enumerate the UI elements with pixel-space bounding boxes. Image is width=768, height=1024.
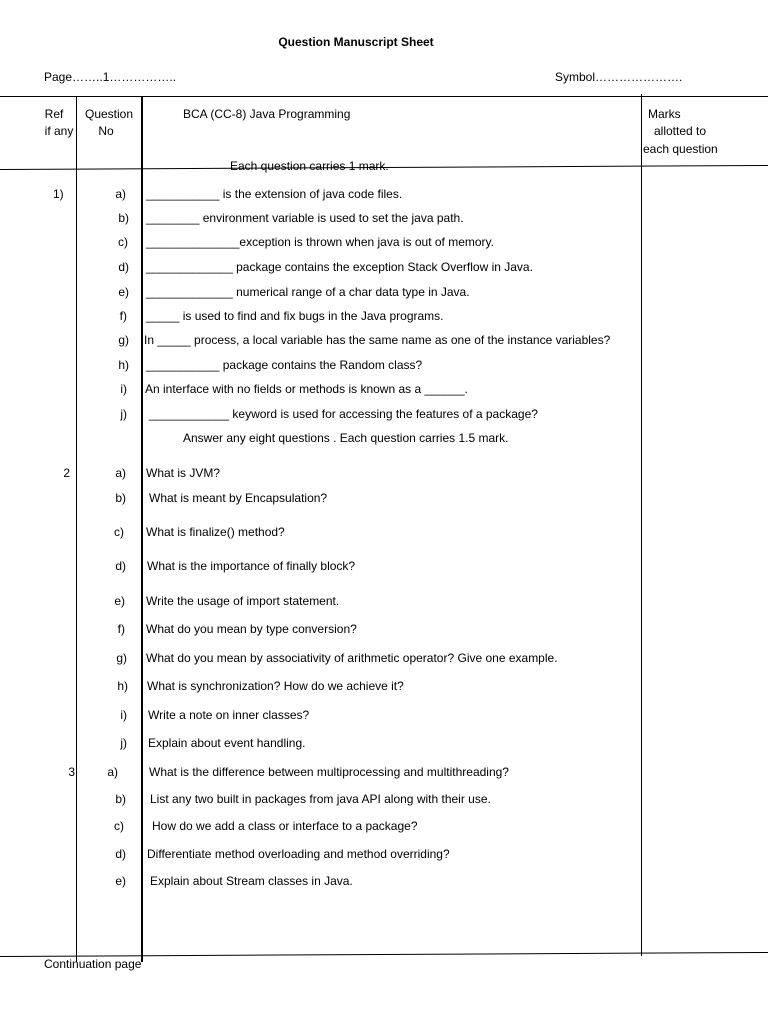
- q2e-text: Write the usage of import statement.: [146, 594, 340, 608]
- ref-header-line1: Ref: [44, 107, 64, 121]
- q2f-no: f): [117, 622, 125, 636]
- sheet-title: Question Manuscript Sheet: [278, 35, 434, 49]
- q2h-text: What is synchronization? How do we achieve it?: [147, 679, 404, 693]
- q3c-no: c): [114, 819, 124, 833]
- q1b-no: b): [118, 211, 129, 225]
- symbol-field: Symbol………………….: [555, 70, 683, 84]
- page-number: Page……..1……………..: [44, 70, 177, 84]
- q2i-no: i): [120, 708, 127, 722]
- q2g-text: What do you mean by associativity of arithmetic operator? Give one example.: [146, 651, 558, 665]
- q2a-no: a): [115, 466, 126, 480]
- ref-header-line2: if any: [44, 124, 74, 138]
- q1d-text: _____________ package contains the exception Stack Overflow in Java.: [146, 260, 533, 274]
- q1f-no: f): [119, 309, 127, 323]
- ref-column-divider: [76, 96, 77, 962]
- q3e-no: e): [115, 874, 126, 888]
- q1i-text: An interface with no fields or methods is known as a ______.: [145, 382, 468, 396]
- q1e-text: _____________ numerical range of a char data type in Java.: [146, 285, 470, 299]
- q1d-no: d): [118, 260, 129, 274]
- q2j-no: j): [120, 736, 127, 750]
- question-column-divider: [141, 96, 143, 962]
- q1f-text: _____ is used to find and fix bugs in the Java programs.: [146, 309, 444, 323]
- q1a-text: ___________ is the extension of java code files.: [146, 187, 403, 201]
- subject-title: BCA (CC-8) Java Programming: [183, 107, 351, 121]
- marks-header-line2: allotted to: [654, 124, 707, 138]
- q1g-no: g): [118, 333, 129, 347]
- q1e-no: e): [118, 285, 129, 299]
- section1-instruction: Each question carries 1 mark.: [230, 159, 389, 173]
- q1g-text: In _____ process, a local variable has the same name as one of the instance variables?: [144, 333, 611, 347]
- q3b-text: List any two built in packages from java API along with their use.: [150, 792, 491, 806]
- q3a-no: a): [107, 765, 118, 779]
- q2j-text: Explain about event handling.: [148, 736, 306, 750]
- q1j-text: ____________ keyword is used for accessing the features of a package?: [149, 407, 538, 421]
- q1c-no: c): [118, 235, 128, 249]
- section3-ref: 3: [68, 765, 75, 779]
- q3b-no: b): [115, 792, 126, 806]
- q2e-no: e): [114, 594, 125, 608]
- q3d-text: Differentiate method overloading and method overriding?: [147, 847, 450, 861]
- section2-ref: 2: [63, 466, 70, 480]
- q2d-no: d): [115, 559, 126, 573]
- table-top-border: [0, 96, 768, 97]
- marks-column-divider: [641, 94, 642, 956]
- question-header-line2: No: [98, 124, 114, 138]
- q2b-text: What is meant by Encapsulation?: [149, 491, 328, 505]
- marks-header-line1: Marks: [648, 107, 681, 121]
- section2-instruction: Answer any eight questions . Each question carries 1.5 mark.: [183, 431, 509, 445]
- q2h-no: h): [117, 679, 128, 693]
- q2b-no: b): [115, 491, 126, 505]
- q1c-text: ______________exception is thrown when java is out of memory.: [146, 235, 494, 249]
- q1h-no: h): [118, 358, 129, 372]
- q2d-text: What is the importance of finally block?: [147, 559, 356, 573]
- question-header-line1: Question: [84, 107, 134, 121]
- q1a-no: a): [115, 187, 126, 201]
- q1j-no: j): [120, 407, 127, 421]
- q1i-no: i): [120, 382, 127, 396]
- q2a-text: What is JVM?: [146, 466, 221, 480]
- marks-header-line3: each question: [643, 142, 718, 156]
- q1h-text: ___________ package contains the Random class?: [146, 358, 423, 372]
- q2i-text: Write a note on inner classes?: [148, 708, 310, 722]
- continuation-label: Continuation page: [44, 957, 142, 971]
- q3e-text: Explain about Stream classes in Java.: [150, 874, 353, 888]
- section1-ref: 1): [53, 187, 64, 201]
- q2c-no: c): [114, 525, 124, 539]
- q1b-text: ________ environment variable is used to set the java path.: [146, 211, 464, 225]
- q2f-text: What do you mean by type conversion?: [146, 622, 357, 636]
- q3d-no: d): [115, 847, 126, 861]
- q3a-text: What is the difference between multiprocessing and multithreading?: [149, 765, 509, 779]
- q2c-text: What is finalize() method?: [146, 525, 285, 539]
- q3c-text: How do we add a class or interface to a package?: [152, 819, 418, 833]
- q2g-no: g): [116, 651, 127, 665]
